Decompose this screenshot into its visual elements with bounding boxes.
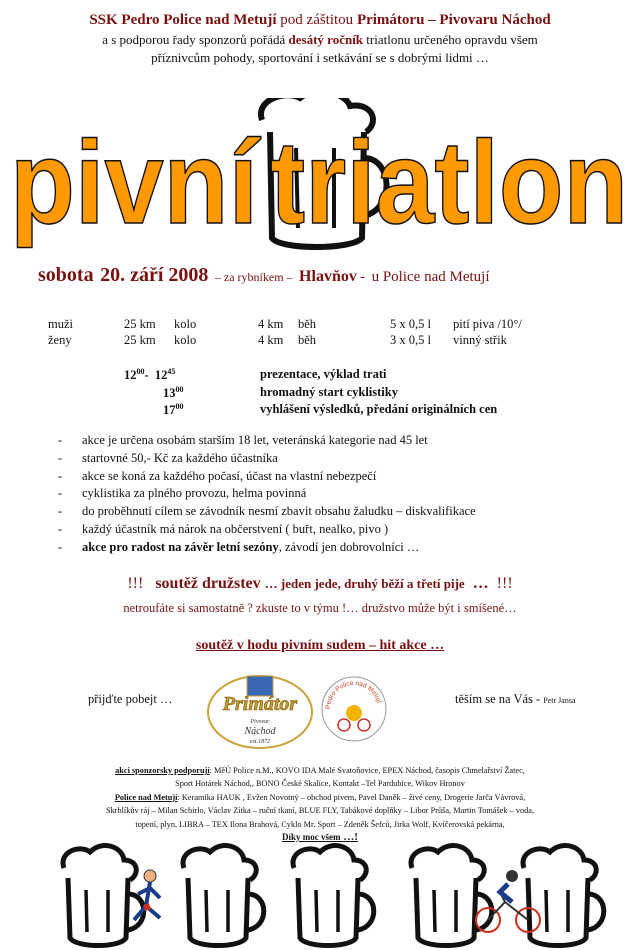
discipline-category: ženy <box>48 333 72 347</box>
discipline-category: muži <box>48 317 73 331</box>
schedule-time: $13^{00}$ <box>163 385 184 401</box>
title-word-2: triatlon <box>270 117 628 249</box>
sponsors-line: akci sponzorsky podporují: MěÚ Police n.M., KOVO IDA Malé Svatoňovice, EPEX Náchod, časopis Chmelařství Žatec, <box>115 766 525 775</box>
invite-come: přijďte pobejt … <box>88 692 173 706</box>
discipline-bike-dist: 25 km <box>124 333 156 347</box>
event-day: sobota <box>38 264 94 286</box>
event-sep: - <box>360 269 366 285</box>
discipline-run: běh <box>298 317 317 331</box>
team-competition-line <box>0 575 640 593</box>
intro1-post: triatlonu určeného opravdu všem <box>366 32 538 47</box>
sponsors-line: Skrblíkův ráj – Milan Schirlo, Václav Zítka – ruční tkaní, BLUE FLY, Tabákové doplňky – Libor Průša, Martin Tomášek – voda, <box>105 806 535 816</box>
discipline-run-dist: 4 km <box>258 317 284 331</box>
list-item: - každý účastník má nárok na občerstvení ( buřt, nealko, pivo ) <box>58 521 389 536</box>
event-date-line <box>38 264 490 287</box>
discipline-beer: pití piva /10°/ <box>453 317 522 331</box>
club-name: SSK Pedro Police nad Metují <box>89 12 277 28</box>
schedule-time: $12^{00}-$ $12^{45}$ <box>124 367 176 383</box>
team-detail: … jeden jede, druhý běží a třetí pije <box>264 576 465 591</box>
thanks-line: Díky moc všem …! <box>282 831 358 844</box>
event-village: Hlavňov <box>299 268 357 285</box>
svg-text:est.1872: est.1872 <box>249 739 271 745</box>
event-place-pre: – za rybníkem – <box>214 270 293 284</box>
event-town: u Police nad Metují <box>371 269 490 285</box>
beer-mug-icon <box>411 846 492 946</box>
discipline-run: běh <box>298 333 317 347</box>
discipline-bike: kolo <box>174 333 197 347</box>
beer-mug-icon <box>183 846 264 946</box>
intro-line-2: příznivcům pohody, sportování i setkávání se s dobrými lidmi … <box>151 50 489 65</box>
list-item: - cyklistika za plného provozu, helma povinná <box>58 486 307 501</box>
organizer-line <box>0 12 640 29</box>
team-excl-right: !!! <box>496 575 513 592</box>
intro-line-1 <box>0 32 640 48</box>
svg-text:Náchod: Náchod <box>244 726 276 737</box>
beer-mug-icon <box>63 846 144 946</box>
invite-see: těším se na Vás - Petr Jansa <box>455 692 576 706</box>
intro1-bold: desátý ročník <box>288 32 364 47</box>
schedule-desc: prezentace, výklad trati <box>260 367 387 381</box>
discipline-beer-qty: 5 x 0,5 l <box>390 317 431 331</box>
schedule-time: $17^{00}$ <box>163 402 184 418</box>
keg-throw-line: soutěž v hodu pivním sudem – hit akce … <box>195 638 445 653</box>
schedule-desc: hromadný start cyklistiky <box>260 385 398 399</box>
primator-logo <box>205 672 315 752</box>
club-seal-logo <box>320 675 388 743</box>
sponsors-line: topení, plyn, LIBRA – TEX Ilona Brahová, Cyklo Mr. Sport – Zdeněk Šefců, Jirka Wolf, Kvíčerovská pekárna, <box>135 819 505 829</box>
sponsors-line: Police nad Metují: Keramika HAUK , Evžen Novotný – obchod pivem, Pavel Daněk – živé ceny, Drogerie Jarča Vávrová, <box>114 792 526 802</box>
team-excl-left: !!! <box>127 575 144 592</box>
team-dots: … <box>472 575 489 592</box>
svg-text:Primátor: Primátor <box>222 693 298 715</box>
discipline-bike-dist: 25 km <box>124 317 156 331</box>
title-graphic <box>0 98 640 268</box>
sponsors-block <box>30 764 610 844</box>
schedule-desc: vyhlášení výsledků, předání originálních cen <box>260 402 498 416</box>
list-item: - akce je určena osobám starším 18 let, veteránská kategorie nad 45 let <box>58 433 428 447</box>
discipline-beer: vinný střik <box>453 333 507 347</box>
under-text: pod záštitou <box>280 12 354 28</box>
sponsors-line: Sport Hotárek Náchod,, BONO České Skalice, Kontakt –Tel Pardubice, Wikov Hronov <box>175 779 465 789</box>
title-word-1: pivní <box>10 117 261 249</box>
svg-text:Pivovar: Pivovar <box>250 719 270 725</box>
list-item: - akce se koná za každého počasí, účast na vlastní nebezpečí <box>58 468 377 483</box>
intro1-pre: a s podporou řady sponzorů pořádá <box>102 32 286 47</box>
rules-list <box>58 433 476 558</box>
team-subtitle: netroufáte si samostatně ? zkuste to v týmu !… družstvo může být i smíšené… <box>123 601 517 615</box>
list-item: - akce pro radost na závěr letní sezóny, závodí jen dobrovolníci … <box>58 539 420 554</box>
discipline-beer-qty: 3 x 0,5 l <box>390 333 431 347</box>
list-item: - startovné 50,- Kč za každého účastníka <box>58 450 278 465</box>
svg-text:Pedro Police nad Metují: Pedro Police nad Metují <box>324 679 383 710</box>
event-date: 20. září 2008 <box>100 264 209 286</box>
beer-mug-icon <box>293 846 374 946</box>
discipline-run-dist: 4 km <box>258 333 284 347</box>
discipline-bike: kolo <box>174 317 197 331</box>
team-title: soutěž družstev <box>155 575 261 592</box>
brewery-name: Primátoru – Pivovaru Náchod <box>356 12 551 28</box>
beer-mugs-row <box>0 840 640 950</box>
signature: Petr Jansa <box>543 696 576 705</box>
list-item: - do proběhnutí cílem se závodník nesmí zbavit obsahu žaludku – diskvalifikace <box>58 504 476 519</box>
